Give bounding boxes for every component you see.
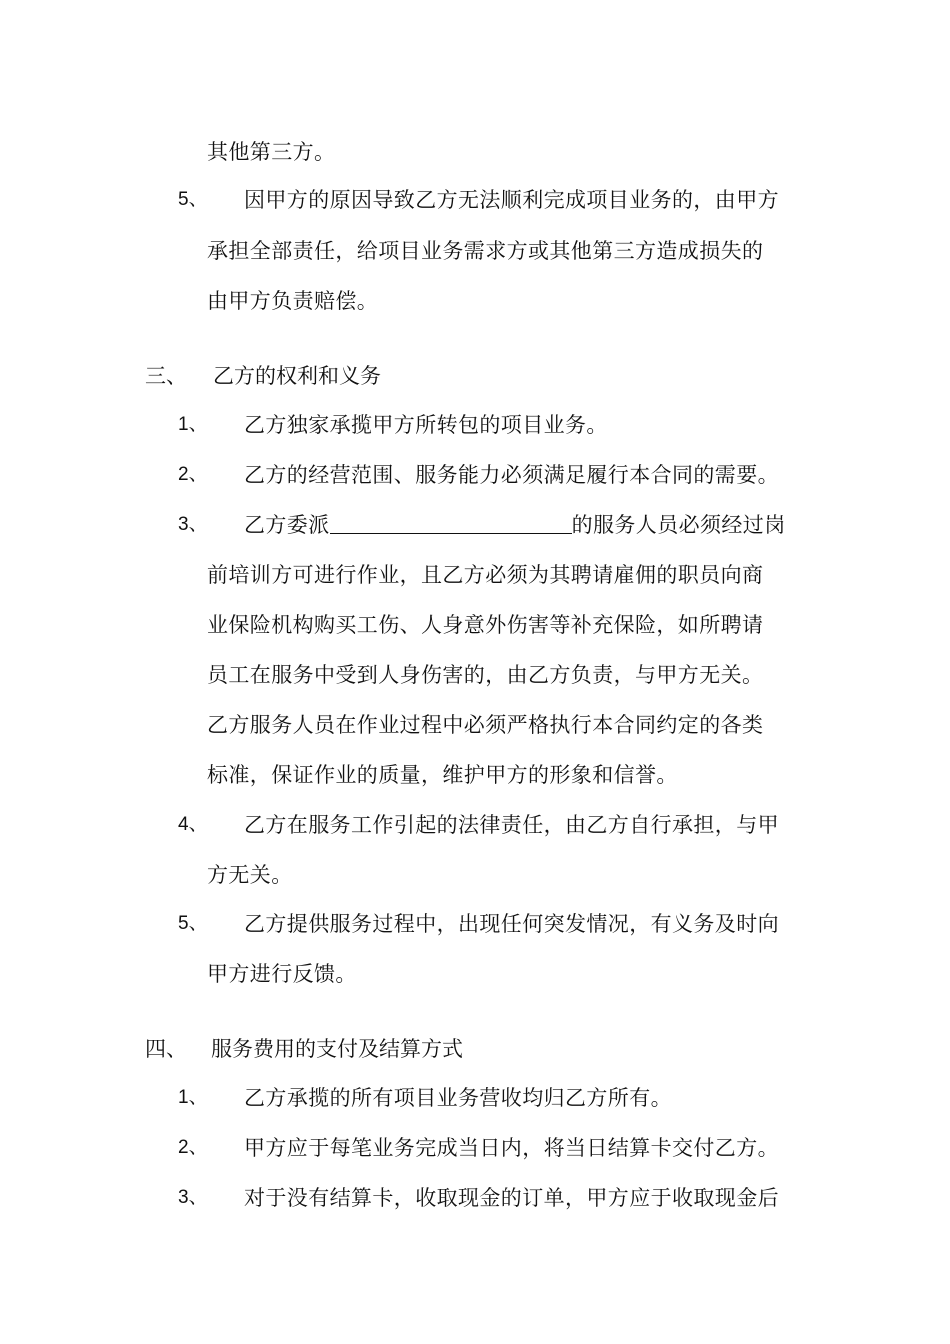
list-item-text: 对于没有结算卡，收取现金的订单，甲方应于收取现金后 (244, 1186, 779, 1210)
list-number: 5、 (178, 189, 208, 210)
fill-in-blank[interactable] (330, 511, 572, 534)
list-item-text: 甲方应于每笔业务完成当日内，将当日结算卡交付乙方。 (244, 1136, 779, 1160)
list-item-text: 乙方提供服务过程中，出现任何突发情况，有义务及时向 (244, 912, 779, 936)
list-number: 4、 (178, 814, 208, 835)
list-number: 3、 (178, 1187, 208, 1208)
list-item-text: 标准，保证作业的质量，维护甲方的形象和信誉。 (207, 763, 678, 787)
list-item-text: 乙方服务人员在作业过程中必须严格执行本合同约定的各类 (207, 713, 764, 737)
list-number: 1、 (178, 414, 208, 435)
list-number: 2、 (178, 1137, 208, 1158)
section-number: 四、 (145, 1037, 187, 1061)
list-item-text: 乙方独家承揽甲方所转包的项目业务。 (244, 413, 608, 437)
list-item-text: 前培训方可进行作业，且乙方必须为其聘请雇佣的职员向商 (207, 563, 764, 587)
text-fragment: 的服务人员必须经过岗 (571, 513, 786, 537)
list-item-text: 乙方在服务工作引起的法律责任，由乙方自行承担，与甲 (244, 813, 779, 837)
section-title: 乙方的权利和义务 (213, 364, 381, 388)
list-number: 5、 (178, 913, 208, 934)
section-number: 三、 (145, 364, 187, 388)
list-item-text: 方无关。 (207, 863, 293, 887)
list-item-text: 因甲方的原因导致乙方无法顺利完成项目业务的，由甲方 (244, 188, 779, 212)
list-number: 3、 (178, 514, 208, 535)
list-item-text: 业保险机构购买工伤、人身意外伤害等补充保险，如所聘请 (207, 613, 764, 637)
list-number: 1、 (178, 1087, 208, 1108)
list-item-text: 承担全部责任，给项目业务需求方或其他第三方造成损失的 (207, 239, 764, 263)
list-number: 2、 (178, 464, 208, 485)
continuation-text: 其他第三方。 (207, 140, 336, 164)
list-item-text: 乙方承揽的所有项目业务营收均归乙方所有。 (244, 1086, 672, 1110)
list-item-text: 乙方的经营范围、服务能力必须满足履行本合同的需要。 (244, 463, 779, 487)
list-item-text: 甲方进行反馈。 (207, 962, 357, 986)
list-item-text (244, 511, 786, 539)
section-title: 服务费用的支付及结算方式 (211, 1037, 463, 1061)
list-item-text: 员工在服务中受到人身伤害的，由乙方负责，与甲方无关。 (207, 663, 764, 687)
text-fragment: 乙方委派 (244, 513, 330, 537)
list-item-text: 由甲方负责赔偿。 (207, 289, 379, 313)
